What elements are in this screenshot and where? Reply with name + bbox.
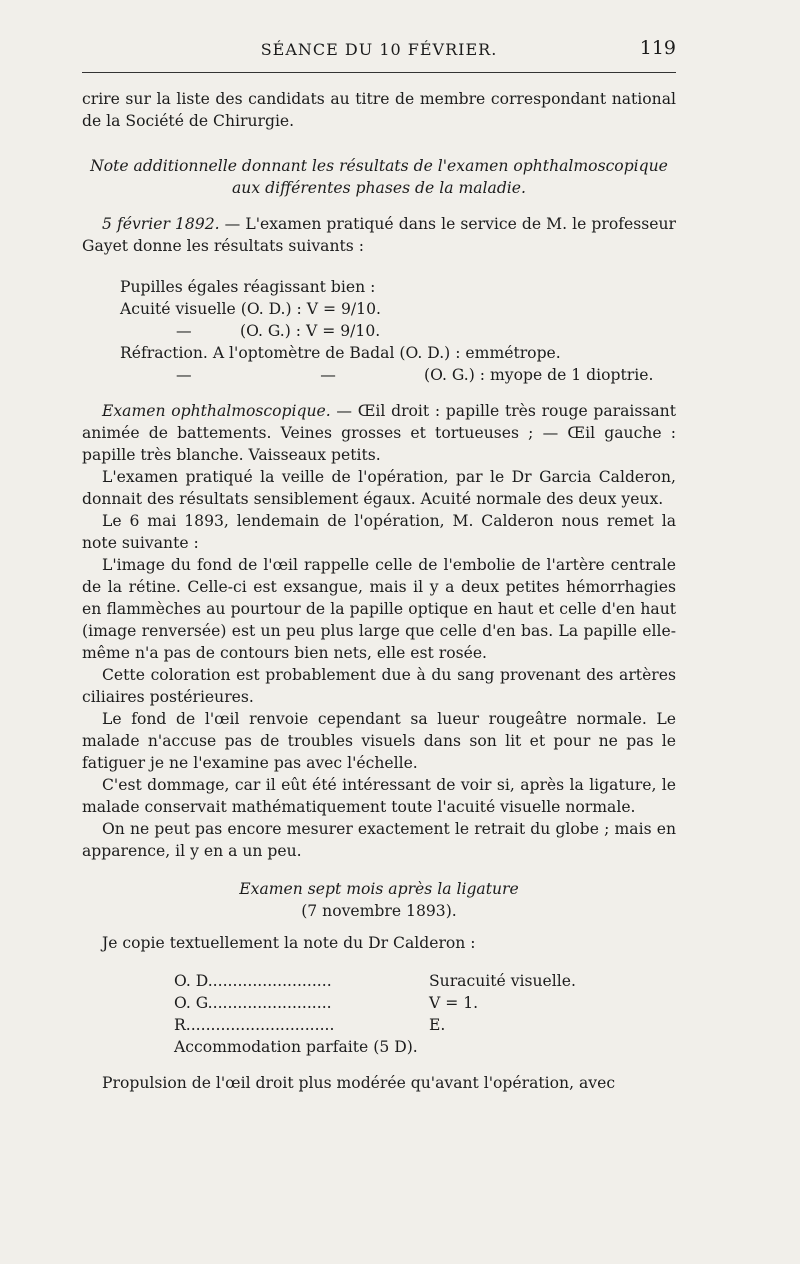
note-title-line-2: aux différentes phases de la maladie. <box>232 179 526 197</box>
results-block <box>120 276 676 386</box>
header-rule <box>82 72 676 73</box>
acuite-value-og: (O. G.) : V = 9/10. <box>240 322 381 340</box>
row-key: R.............................. <box>174 1016 335 1034</box>
calderon-note-table <box>174 970 676 1058</box>
running-title: SÉANCE DU 10 FÉVRIER. <box>260 40 498 59</box>
ditto-mark: — <box>176 322 192 340</box>
note-title <box>82 155 676 199</box>
paragraph: L'examen pratiqué la veille de l'opération, par le Dr Garcia Calderon, donnait des résultats sensiblement égaux. Acuité normale des deux yeux. <box>82 468 676 508</box>
propulsion-paragraph: Propulsion de l'œil droit plus modérée qu'avant l'opération, avec <box>102 1074 616 1092</box>
acuite-value-od: (O. D.) : V = 9/10. <box>240 300 381 318</box>
exam-heading-line-2: (7 novembre 1893). <box>301 902 457 920</box>
refraction-line: Réfraction. A l'optomètre de Badal (O. D.) : emmétrope. <box>120 344 561 362</box>
acuite-row-2 <box>120 320 676 342</box>
paragraph: Cette coloration est probablement due à du sang provenant des artères ciliaires postérieures. <box>82 666 676 706</box>
exam-heading <box>82 878 676 922</box>
ditto-mark: — <box>320 366 336 384</box>
pupilles-line: Pupilles égales réagissant bien : <box>120 278 376 296</box>
paragraph: On ne peut pas encore mesurer exactement le retrait du globe ; mais en apparence, il y en a un peu. <box>82 820 676 860</box>
paragraph-exam <box>82 400 676 466</box>
refraction-og: (O. G.) : myope de 1 dioptrie. <box>424 366 654 384</box>
exam-label: Examen ophthalmoscopique. <box>102 402 331 420</box>
paragraph: Le fond de l'œil renvoie cependant sa lueur rougeâtre normale. Le malade n'accuse pas de troubles visuels dans son lit et pour ne pas le fatiguer je ne l'examine pas avec l'échelle. <box>82 710 676 772</box>
feb-text: — L'examen pratiqué dans le service de M. le professeur Gayet donne les résultats suivants : <box>82 215 676 255</box>
acuite-row-1 <box>120 298 676 320</box>
acuite-label: Acuité visuelle <box>120 300 236 318</box>
exam-text: — Œil droit : papille très rouge paraissant animée de battements. Veines grosses et tortueuses ; — Œil gauche : papille très blanche. Vaisseaux petits. <box>82 402 676 464</box>
table-row <box>174 992 676 1014</box>
exam-heading-line-1: Examen sept mois après la ligature <box>239 880 519 898</box>
paragraph: Le 6 mai 1893, lendemain de l'opération, M. Calderon nous remet la note suivante : <box>82 512 676 552</box>
paragraph: L'image du fond de l'œil rappelle celle de l'embolie de l'artère centrale de la rétine. Celle-ci est exsangue, mais il y a deux petites hémorrhagies en flammèches au pourtour de la papille optique en haut et celle d'en haut (image renversée) est un peu plus large que celle d'en bas. La papille elle-même n'a pas de contours bien nets, elle est rosée. <box>82 556 676 662</box>
accommodation-line: Accommodation parfaite (5 D). <box>174 1038 418 1056</box>
table-row <box>174 1014 676 1036</box>
row-value: Suracuité visuelle. <box>429 972 576 990</box>
paragraph: crire sur la liste des candidats au titre de membre correspondant national de la Société de Chirurgie. <box>82 90 676 130</box>
body-text <box>82 88 676 1094</box>
refraction-row-2 <box>120 364 676 386</box>
paragraph-feb <box>82 213 676 257</box>
date-label: 5 février 1892. <box>102 215 220 233</box>
paragraph: C'est dommage, car il eût été intéressant de voir si, après la ligature, le malade conservait mathématiquement toute l'acuité visuelle normale. <box>82 776 676 816</box>
page-number: 119 <box>639 37 676 59</box>
row-value: V = 1. <box>429 994 479 1012</box>
row-key: O. D......................... <box>174 972 332 990</box>
page-header <box>82 37 676 70</box>
row-key: O. G......................... <box>174 994 332 1012</box>
row-value: E. <box>429 1016 446 1034</box>
table-row <box>174 970 676 992</box>
note-title-line-1: Note additionnelle donnant les résultats de l'examen ophthalmoscopique <box>90 157 668 175</box>
ditto-mark: — <box>176 366 192 384</box>
copie-paragraph: Je copie textuellement la note du Dr Calderon : <box>102 934 476 952</box>
